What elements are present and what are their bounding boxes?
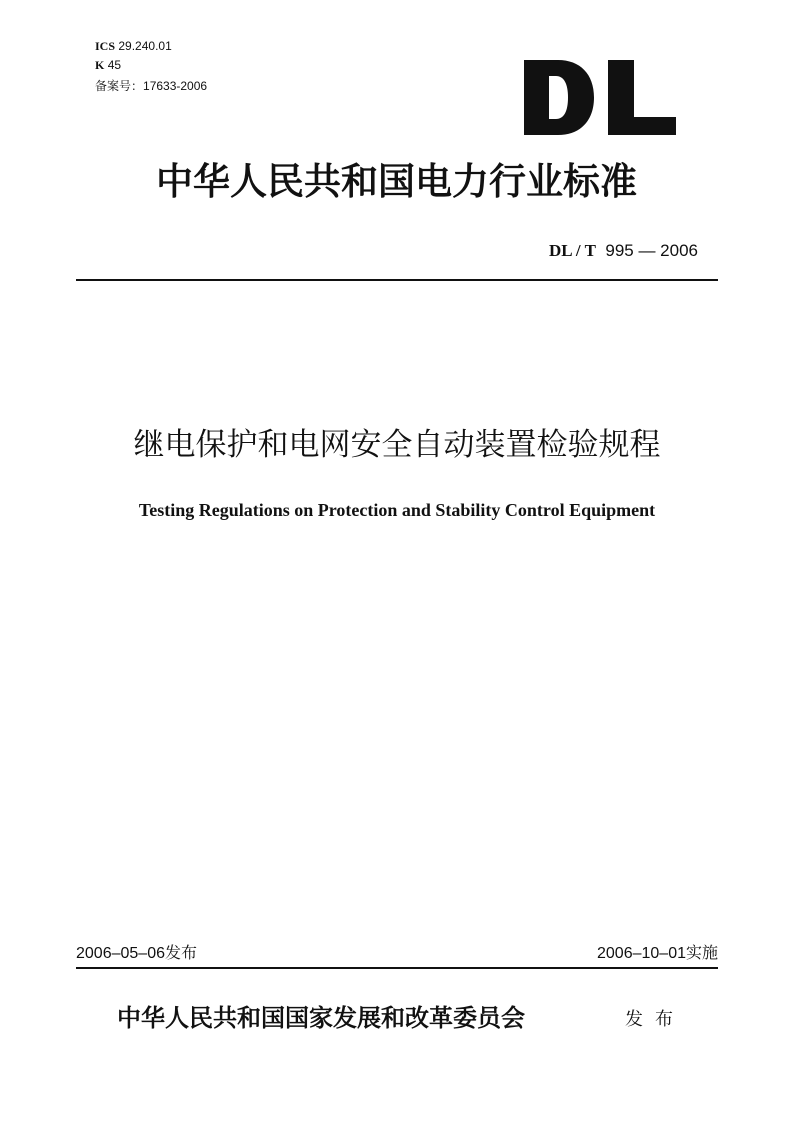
standard-number — [549, 241, 698, 261]
record-value: 17633-2006 — [143, 79, 208, 93]
k-code: K — [95, 58, 105, 72]
ics-value: 29.240.01 — [118, 39, 172, 53]
footer-divider — [76, 967, 718, 969]
publish-label: 发布 — [625, 1009, 685, 1029]
issue-date: 2006–05–06发布 — [76, 945, 197, 962]
standard-number-prefix: DL / T — [548, 241, 596, 260]
ics-line — [95, 39, 172, 53]
record-label: 备案号： — [95, 79, 144, 93]
standard-type-title: 中华人民共和国电力行业标准 — [156, 159, 637, 203]
publisher-name: 中华人民共和国国家发展和改革委员会 — [117, 1003, 525, 1032]
dl-logo — [524, 60, 676, 135]
k-value: 45 — [107, 58, 122, 72]
document-title-english: Testing Regulations on Protection and Stability Control Equipment — [138, 500, 656, 520]
document-title-chinese: 继电保护和电网安全自动装置检验规程 — [133, 427, 661, 463]
implementation-date: 2006–10–01实施 — [597, 945, 718, 962]
record-line — [95, 79, 207, 93]
header-divider — [76, 279, 718, 281]
ics-code: ICS — [95, 39, 116, 53]
standard-number-value: 995 — 2006 — [605, 241, 698, 260]
k-line — [95, 58, 121, 72]
